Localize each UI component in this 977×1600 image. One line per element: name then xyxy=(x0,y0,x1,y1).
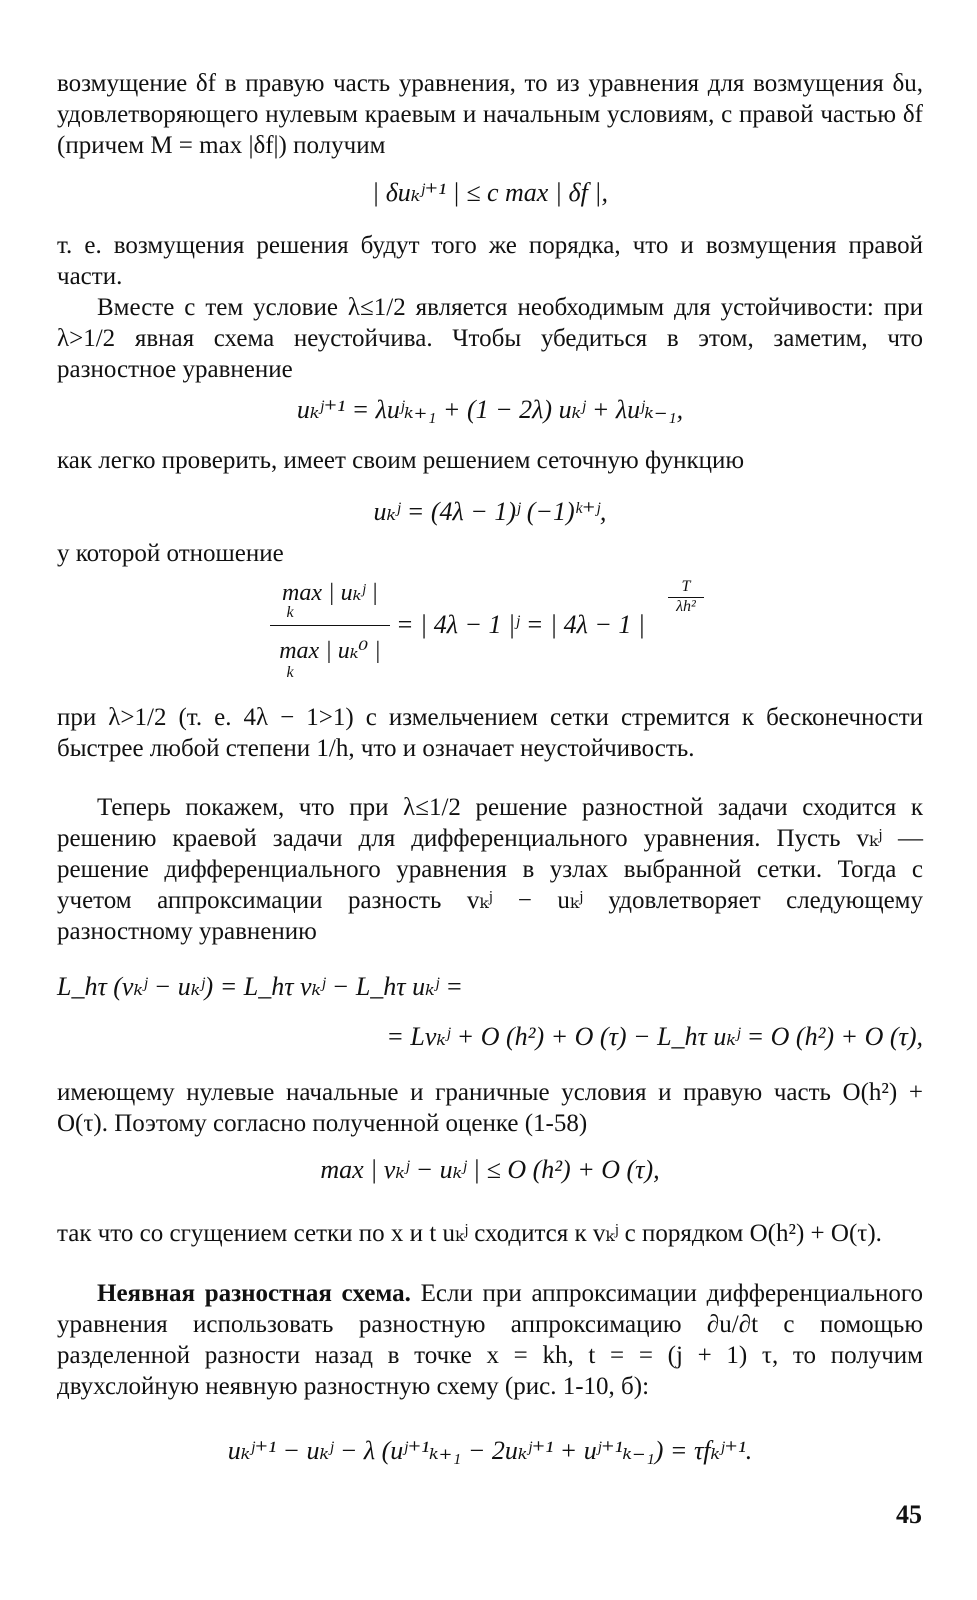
equation-difference-scheme: uₖʲ⁺¹ = λuʲₖ₊₁ + (1 − 2λ) uₖʲ + λuʲₖ₋₁, xyxy=(296,395,684,424)
paragraph-10 xyxy=(57,1278,923,1402)
ratio-exponent-num: T xyxy=(681,578,691,595)
equation-convergence-estimate: max | vₖʲ − uₖʲ | ≤ O (h²) + O (τ), xyxy=(320,1155,660,1184)
equation-implicit-scheme: uₖʲ⁺¹ − uₖʲ − λ (uʲ⁺¹ₖ₊₁ − 2uₖʲ⁺¹ + uʲ⁺¹ₖ₋₁) = τfₖʲ⁺¹. xyxy=(227,1436,753,1465)
equation-error-operator-line2: = Lvₖʲ + O (h²) + O (τ) − L_hτ uₖʲ = O (h²) + O (τ), xyxy=(386,1022,923,1051)
paragraph-8: имеющему нулевые начальные и граничные условия и правую часть O(h²) + O(τ). Поэтому согласно полученной оценке (1-58) xyxy=(57,1079,923,1137)
ratio-numerator-sub: k xyxy=(286,604,294,621)
ratio-rhs: = | 4λ − 1 |ʲ = | 4λ − 1 | xyxy=(396,610,646,639)
paragraph-5: у которой отношение xyxy=(57,540,284,567)
equation-grid-function: uₖʲ = (4λ − 1)ʲ (−1)ᵏ⁺ʲ, xyxy=(373,497,607,526)
page-number: 45 xyxy=(896,1500,922,1529)
equation-ratio xyxy=(270,578,730,688)
paragraph-10-text: Если при аппроксимации дифференциального уравнения использовать разностную аппроксимацию ∂u/∂t с помощью разделенной разности назад в точке x = kh, t = = (j + 1) τ, то получим двухслойную неявную разностную схему (рис. 1-10, б): xyxy=(57,1280,923,1400)
equation-perturbation-bound: | δuₖʲ⁺¹ | ≤ c max | δf |, xyxy=(372,178,608,207)
paragraph-2: т. е. возмущения решения будут того же порядка, что и возмущения правой части. xyxy=(57,232,923,290)
paragraph-9: так что со сгущением сетки по x и t uₖʲ сходится к vₖʲ с порядком O(h²) + O(τ). xyxy=(57,1220,882,1247)
ratio-exponent-den: λh² xyxy=(676,598,696,615)
paragraph-7: Теперь покажем, что при λ≤1/2 решение разностной задачи сходится к решению краевой задачи для дифференциального уравнения. Пусть vₖʲ — решение дифференциального уравнения в узлах выбранной сетки. Тогда с учетом аппроксимации разность vₖʲ − uₖʲ удовлетворяет следующему разностному уравнению xyxy=(57,794,923,945)
equation-error-operator-line1: L_hτ (vₖʲ − uₖʲ) = L_hτ vₖʲ − L_hτ uₖʲ = xyxy=(57,972,463,1001)
ratio-fraction-bar xyxy=(270,625,390,626)
ratio-numerator: max | uₖʲ | xyxy=(282,580,378,606)
section-heading-implicit-scheme: Неявная разностная схема. xyxy=(97,1280,411,1307)
paragraph-4: как легко проверить, имеет своим решением сеточную функцию xyxy=(57,447,745,474)
paragraph-6: при λ>1/2 (т. е. 4λ − 1>1) с измельчением сетки стремится к бесконечности быстрее любой степени 1/h, что и означает неустойчивость. xyxy=(57,704,923,762)
ratio-denominator: max | uₖ⁰ | xyxy=(279,638,381,664)
paragraph-3: Вместе с тем условие λ≤1/2 является необходимым для устойчивости: при λ>1/2 явная схема неустойчива. Чтобы убедиться в этом, заметим, что разностное уравнение xyxy=(57,294,923,383)
paragraph-1: возмущение δf в правую часть уравнения, то из уравнения для возмущения δu, удовлетворяющего нулевым краевым и начальным условиям, с правой частью δf (причем M = max |δf|) получим xyxy=(57,70,923,159)
ratio-denominator-sub: k xyxy=(286,664,294,681)
